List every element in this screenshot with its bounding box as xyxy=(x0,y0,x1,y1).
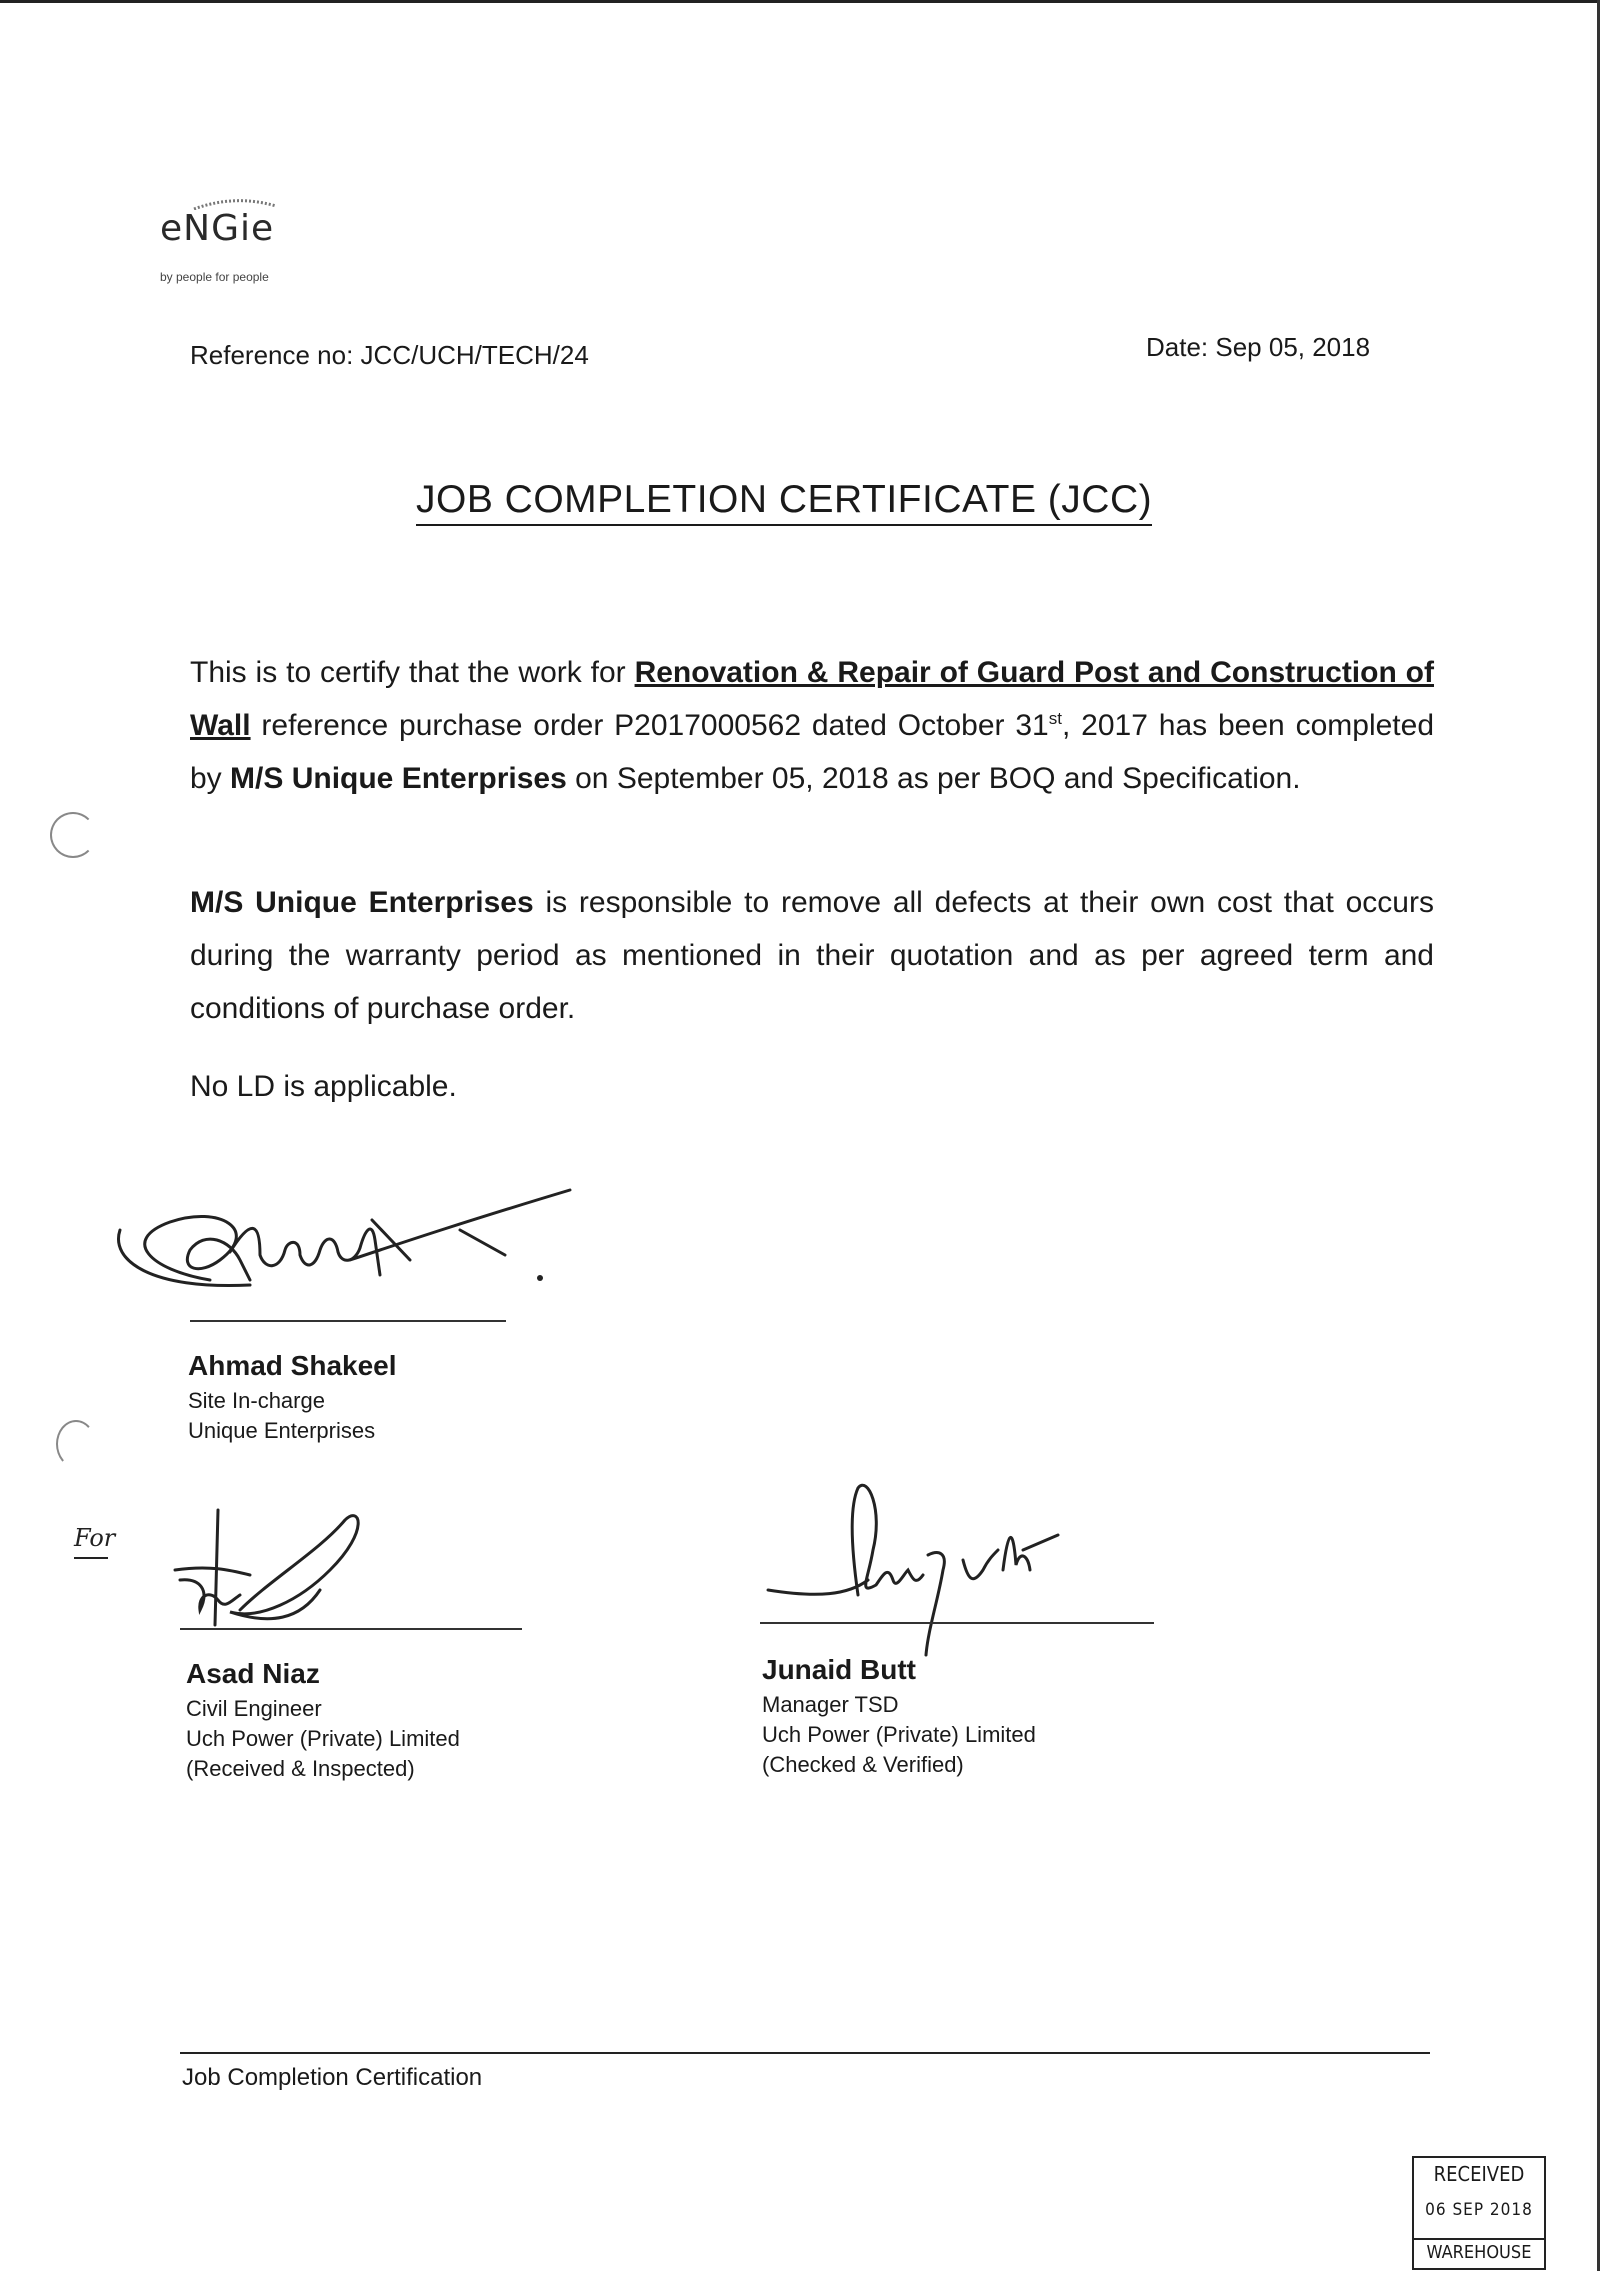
ld-paragraph: No LD is applicable. xyxy=(190,1070,457,1103)
signature-ahmad-shakeel xyxy=(110,1160,580,1320)
signatory-details: Manager TSD Uch Power (Private) Limited (Checked & Verified) xyxy=(762,1692,1036,1777)
received-stamp xyxy=(1412,2156,1546,2270)
signatory-name: Junaid Butt xyxy=(762,1654,916,1685)
signature-line xyxy=(180,1628,522,1630)
page-title: JOB COMPLETION CERTIFICATE (JCC) xyxy=(416,478,1152,526)
underline-mark xyxy=(72,1554,112,1562)
work-description: Renovation & Repair of Guard Post and Construction of Wall xyxy=(190,656,1434,742)
engie-logo xyxy=(160,196,330,296)
document-date: Date: Sep 05, 2018 xyxy=(1146,332,1371,362)
logo-tagline: by people for people xyxy=(160,270,269,284)
stamp-department: WAREHOUSE xyxy=(1414,2238,1544,2263)
warranty-paragraph: M/S Unique Enterprises is responsible to remove all defects at their own cost that occurs during the warranty period as mentioned in their quotation and as per agreed term and conditions of purchase order. xyxy=(190,886,1434,1025)
logo-wordmark: eNGie xyxy=(160,208,275,249)
signature-asad-niaz xyxy=(170,1500,390,1630)
signatory-name: Ahmad Shakeel xyxy=(188,1350,397,1381)
certification-paragraph: This is to certify that the work for Renovation & Repair of Guard Post and Construction of Wall reference purchase order P2017000562 dated October 31st, 2017 has been completed by M/S Unique Enterprises on September 05, 2018 as per BOQ and Specification. xyxy=(190,656,1434,795)
scan-edge xyxy=(0,0,1600,3)
contractor-name: M/S Unique Enterprises xyxy=(190,886,534,919)
stamp-date: 06 SEP 2018 xyxy=(1425,2200,1533,2220)
footer-caption: Job Completion Certification xyxy=(182,2064,483,2091)
footer-divider xyxy=(180,2052,1430,2054)
signature-line xyxy=(190,1320,506,1322)
stamp-received: RECEIVED xyxy=(1433,2162,1525,2186)
punch-hole xyxy=(56,1420,96,1468)
signature-line xyxy=(760,1622,1154,1624)
signatory-details: Site In-charge Unique Enterprises xyxy=(188,1388,376,1443)
reference-number: Reference no: JCC/UCH/TECH/24 xyxy=(190,340,589,370)
signature-junaid-butt xyxy=(758,1480,1108,1660)
punch-hole xyxy=(50,812,96,858)
signatory-details: Civil Engineer Uch Power (Private) Limited (Received & Inspected) xyxy=(186,1696,460,1781)
handwritten-for: For xyxy=(74,1524,115,1552)
contractor-name: M/S Unique Enterprises xyxy=(230,762,567,795)
signatory-name: Asad Niaz xyxy=(186,1658,320,1689)
